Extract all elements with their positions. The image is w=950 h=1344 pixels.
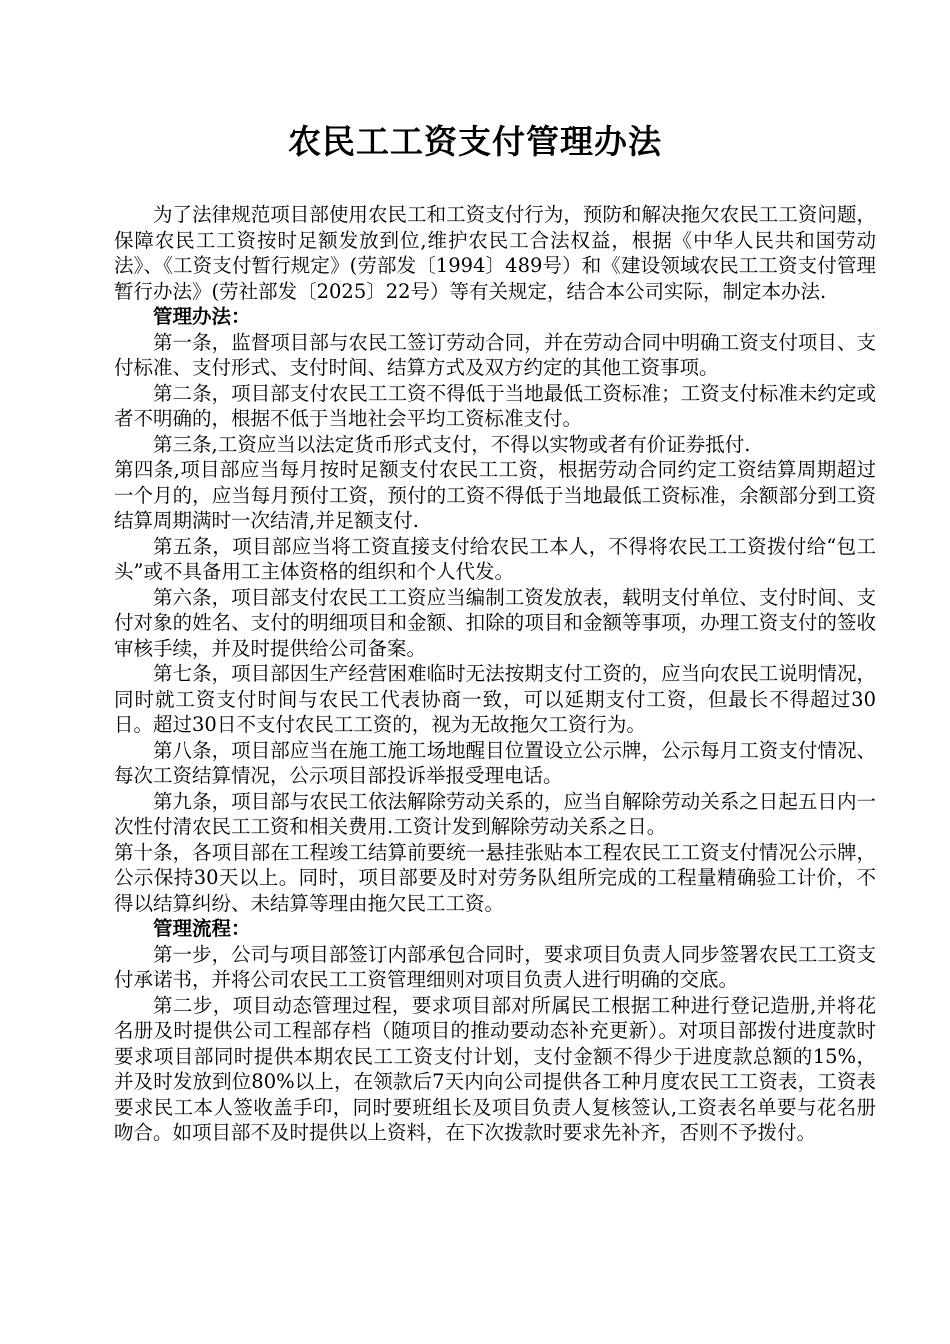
article-4: 第四条,项目部应当每月按时足额支付农民工工资，根据劳动合同约定工资结算周期超过一个月的，应当每月预付工资，预付的工资不得低于当地最低工资标准，余额部分到工资结算周期满时一次结清,并足额支付. — [114, 458, 876, 532]
article-7: 第七条，项目部因生产经营困难临时无法按期支付工资的，应当向农民工说明情况，同时就工资支付时间与农民工代表协商一致，可以延期支付工资，但最长不得超过30日。超过30日不支付农民工工资的，视为无故拖欠工资行为。 — [114, 662, 876, 736]
article-2: 第二条，项目部支付农民工工资不得低于当地最低工资标准；工资支付标准未约定或者不明确的，根据不低于当地社会平均工资标准支付。 — [114, 381, 876, 430]
section-heading-management-process: 管理流程： — [153, 917, 251, 940]
document-title: 农民工工资支付管理办法 — [288, 122, 662, 161]
article-10: 第十条，各项目部在工程竣工结算前要统一悬挂张贴本工程农民工工资支付情况公示牌，公示保持30天以上。同时，项目部要及时对劳务队组所完成的工程量精确验工计价，不得以结算纠纷、未结算等理由拖欠民工工资。 — [114, 840, 876, 915]
intro-paragraph: 为了法律规范项目部使用农民工和工资支付行为，预防和解决拖欠农民工工资问题，保障农民工工资按时足额发放到位,维护农民工合法权益，根据《中华人民共和国劳动法》、《工资支付暂行规定》(劳部发〔1994〕489号）和《建设领域农民工工资支付管理暂行办法》(劳社部发〔2025〕22号）等有关规定，结合本公司实际，制定本办法. — [114, 203, 876, 303]
article-5: 第五条，项目部应当将工资直接支付给农民工本人，不得将农民工工资拨付给“包工头”或不具备用工主体资格的组织和个人代发。 — [114, 534, 876, 583]
article-3: 第三条,工资应当以法定货币形式支付，不得以实物或者有价证券抵付. — [153, 432, 751, 456]
step-1: 第一步，公司与项目部签订内部承包合同时，要求项目负责人同步签署农民工工资支付承诺书，并将公司农民工工资管理细则对项目负责人进行明确的交底。 — [114, 942, 876, 991]
document-body — [114, 202, 876, 1146]
step-2: 第二步，项目动态管理过程，要求项目部对所属民工根据工种进行登记造册,并将花名册及时提供公司工程部存档（随项目的推动要动态补充更新）。对项目部拨付进度款时要求项目部同时提供本期农民工工资支付计划，支付金额不得少于进度款总额的15%，并及时发放到位80%以上，在领款后7天内向公司提供各工种月度农民工工资表，工资表要求民工本人签收盖手印，同时要班组长及项目负责人复核签认,工资表名单要与花名册吻合。如项目部不及时提供以上资料，在下次拨款时要求先补齐，否则不予拨付。 — [114, 993, 876, 1144]
article-1: 第一条，监督项目部与农民工签订劳动合同，并在劳动合同中明确工资支付项目、支付标准、支付形式、支付时间、结算方式及双方约定的其他工资事项。 — [114, 330, 876, 379]
section-heading-management-measures: 管理办法： — [153, 305, 251, 328]
article-8: 第八条，项目部应当在施工施工场地醒目位置设立公示牌，公示每月工资支付情况、每次工资结算情况，公示项目部投诉举报受理电话。 — [114, 738, 876, 787]
article-6: 第六条，项目部支付农民工工资应当编制工资发放表，载明支付单位、支付时间、支付对象的姓名、支付的明细项目和金额、扣除的项目和金额等事项，办理工资支付的签收审核手续，并及时提供给公司备案。 — [114, 585, 876, 660]
article-9: 第九条，项目部与农民工依法解除劳动关系的，应当自解除劳动关系之日起五日内一次性付清农民工工资和相关费用.工资计发到解除劳动关系之日。 — [114, 789, 876, 838]
